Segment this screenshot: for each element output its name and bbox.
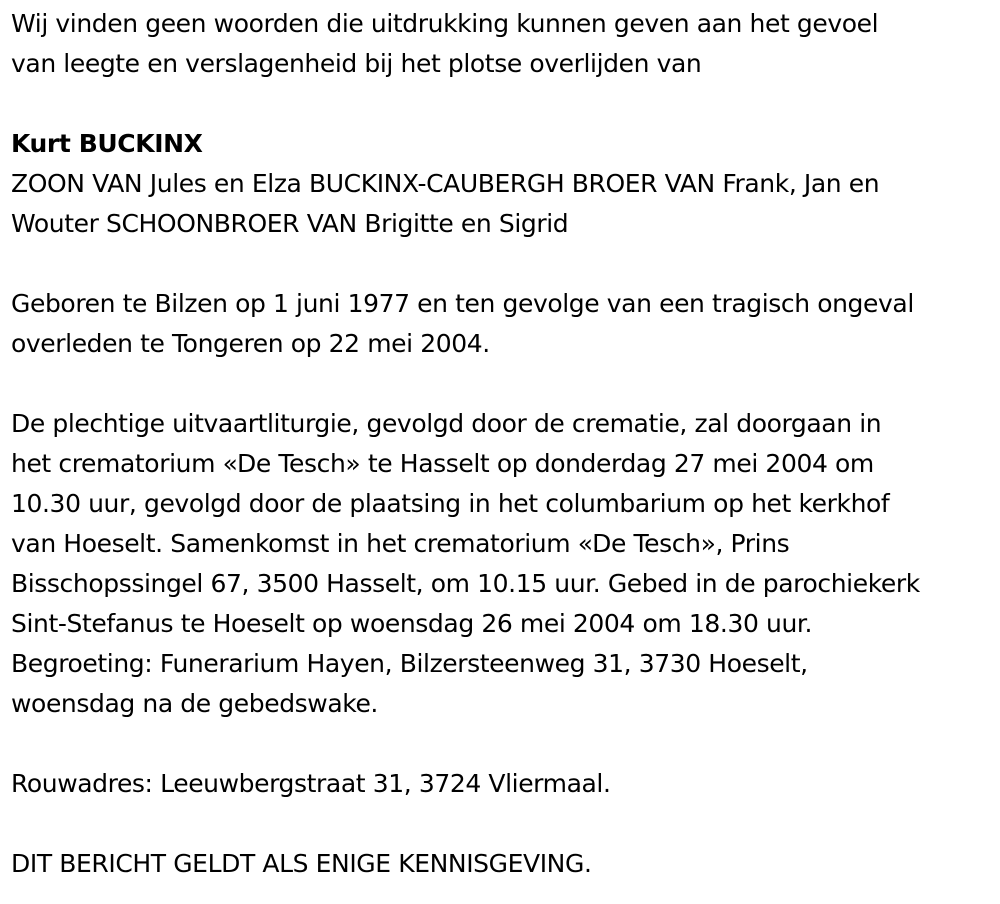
- spacer: [11, 364, 996, 404]
- spacer: [11, 84, 996, 124]
- spacer: [11, 804, 996, 844]
- intro-text: Wij vinden geen woorden die uitdrukking kunnen geven aan het gevoel van leegte en verslagenheid bij het plotse overlijden van: [11, 9, 879, 78]
- ceremony-details: De plechtige uitvaartliturgie, gevolgd door de crematie, zal doorgaan in het crematorium «De Tesch» te Hasselt op donderdag 27 mei 2004 om 10.30 uur, gevolgd door de plaatsing in het columbarium op het kerkhof van Hoeselt. Samenkomst in het crematorium «De Tesch», Prins Bisschopssingel 67, 3500 Hasselt, om 10.15 uur. Gebed in de parochiekerk Sint-Stefanus te Hoeselt op woensdag 26 mei 2004 om 18.30 uur. Begroeting: Funerarium Hayen, Bilzersteenweg 31, 3730 Hoeselt, woensdag na de gebedswake.: [11, 409, 920, 718]
- deceased-name: Kurt BUCKINX: [11, 129, 203, 158]
- birth-death-info: Geboren te Bilzen op 1 juni 1977 en ten gevolge van een tragisch ongeval overleden te Tongeren op 22 mei 2004.: [11, 289, 914, 358]
- mourning-address: Rouwadres: Leeuwbergstraat 31, 3724 Vliermaal.: [11, 769, 611, 798]
- family-relations: ZOON VAN Jules en Elza BUCKINX-CAUBERGH BROER VAN Frank, Jan en Wouter SCHOONBROER VAN Brigitte en Sigrid: [11, 169, 880, 238]
- obituary-notice: [11, 4, 996, 884]
- spacer: [11, 724, 996, 764]
- closing-notice: DIT BERICHT GELDT ALS ENIGE KENNISGEVING.: [11, 849, 592, 878]
- spacer: [11, 244, 996, 284]
